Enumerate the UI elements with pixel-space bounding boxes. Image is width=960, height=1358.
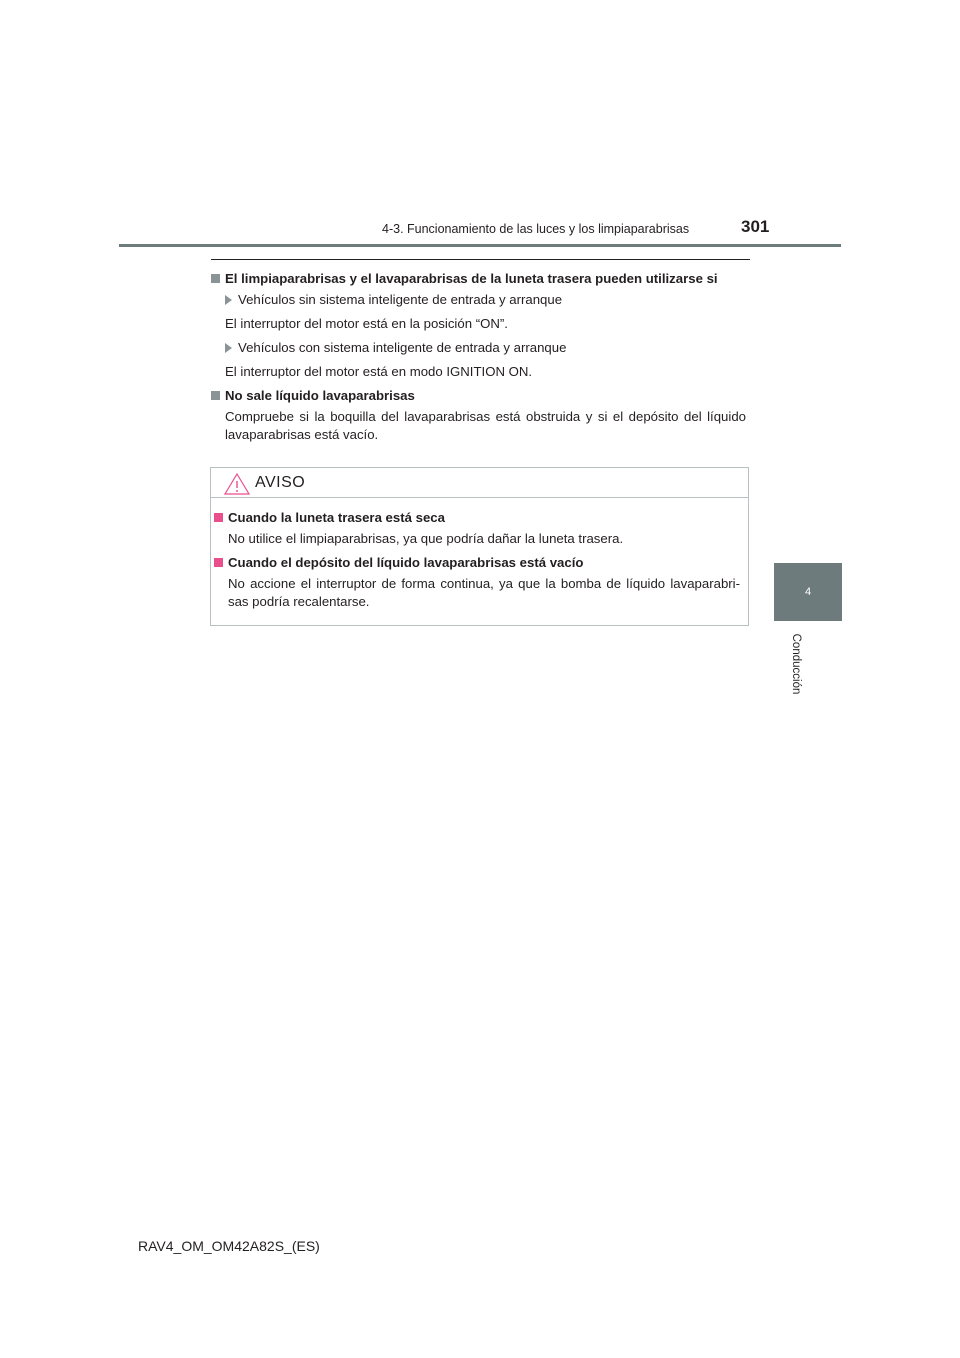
page-number: 301 — [741, 217, 770, 236]
body-text: El interruptor del motor está en modo IGNITION ON. — [225, 364, 533, 379]
warning-item-text: No utilice el limpiaparabrisas, ya que podría dañar la luneta trasera. — [228, 531, 624, 546]
chapter-tab[interactable] — [774, 563, 842, 621]
body-text: Compruebe si la boquilla del lavaparabrisas está obstruida y si el depósito del líquido — [225, 409, 746, 424]
warning-item-heading: Cuando el depósito del líquido lavaparabrisas está vacío — [214, 554, 583, 572]
square-bullet-icon — [211, 391, 220, 400]
section-heading: El limpiaparabrisas y el lavaparabrisas de la luneta trasera pueden utilizarse si — [211, 270, 718, 288]
chapter-label: Conducción — [790, 633, 802, 695]
triangle-bullet-icon — [225, 295, 232, 305]
warning-title: AVISO — [255, 474, 306, 491]
list-item: Vehículos con sistema inteligente de entrada y arranque — [225, 339, 566, 357]
body-text: lavaparabrisas está vacío. — [225, 427, 379, 442]
warning-item-text: No accione el interruptor de forma continua, ya que la bomba de líquido lavaparabri- — [228, 576, 740, 591]
square-bullet-icon — [214, 558, 223, 567]
warning-triangle-icon — [224, 473, 250, 495]
header-title: 4-3. Funcionamiento de las luces y los limpiaparabrisas — [382, 222, 690, 236]
header-rule — [119, 244, 841, 247]
list-item: Vehículos sin sistema inteligente de entrada y arranque — [225, 291, 562, 309]
square-bullet-icon — [211, 274, 220, 283]
warning-item-heading: Cuando la luneta trasera está seca — [214, 509, 445, 527]
warning-header-rule — [211, 497, 748, 498]
square-bullet-icon — [214, 513, 223, 522]
content-rule — [211, 259, 750, 260]
chapter-number: 4 — [804, 586, 812, 598]
warning-item-text: sas podría recalentarse. — [228, 594, 370, 609]
footer-doc-code: RAV4_OM_OM42A82S_(ES) — [138, 1238, 320, 1254]
body-text: El interruptor del motor está en la posición “ON”. — [225, 316, 508, 331]
triangle-bullet-icon — [225, 343, 232, 353]
section-heading: No sale líquido lavaparabrisas — [211, 387, 415, 405]
